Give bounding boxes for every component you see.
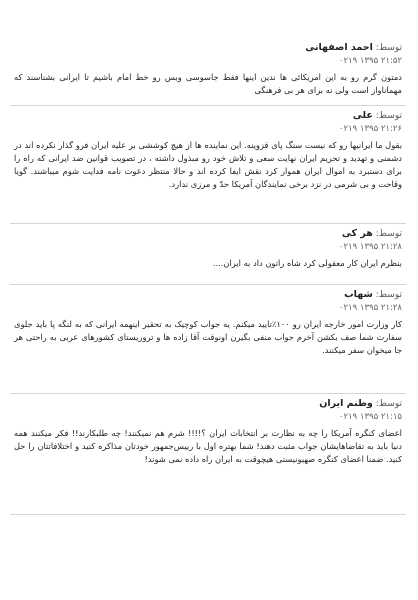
- comment-text: بنظرم ایران کار معقولی کرد شاه راتون داد به ایران....: [212, 258, 402, 268]
- comment-author[interactable]: شهاب: [344, 289, 373, 300]
- comment-meta: [14, 110, 402, 122]
- comment-author[interactable]: علی: [352, 110, 373, 121]
- by-label: توسط:: [375, 43, 402, 53]
- by-label: توسط:: [375, 399, 402, 409]
- comment-item: [10, 394, 406, 515]
- comment-date: ۲۱:۵۲ ۱۳۹۵ ۰۲۱۹: [338, 56, 402, 66]
- comment-text: کار وزارت امور خارجه ایران رو ۱۰۰٪تایید میکنم. یه جواب کوچیک به تحقیر اینهمه ایرانی که به لنگه پا باید جلوی سفارت شما صف بکشن آخرم جواب منفی بگیرن اونوقت آقا زاده ها و تروریستای کشورهای عربی به راحتی هر جا میخوان سفر میکنند.: [14, 319, 402, 355]
- comment-date: ۲۱:۲۸ ۱۳۹۵ ۰۲۱۹: [338, 242, 402, 252]
- comment-date: ۲۱:۲۸ ۱۳۹۵ ۰۲۱۹: [338, 303, 402, 313]
- comment-item: [10, 285, 406, 394]
- comment-meta: [14, 228, 402, 240]
- comment-meta: [14, 398, 402, 410]
- comment-item: [10, 106, 406, 224]
- comment-item: [10, 38, 406, 106]
- comment-meta: [14, 42, 402, 54]
- comment-author[interactable]: وطنم ایران: [319, 398, 373, 409]
- comment-author[interactable]: احمد اصفهانی: [305, 42, 373, 53]
- comment-date: ۲۱:۱۵ ۱۳۹۵ ۰۲۱۹: [338, 412, 402, 422]
- comment-text: دمتون گرم رو به این امریکائی ها ندین اینها فقط جاسوسی وبس رو خط امام باشیم تا ایرانی بشناسند که مهماناواز است ولی نه برای هر بی فرهنگی: [14, 72, 402, 95]
- comment-meta: [14, 289, 402, 301]
- comment-text: اعضای کنگره آمریکا را چه به نظارت بر انتخابات ایران ؟!!!! شرم هم نمیکنند! چه طلبکارند!! فکر میکنند همه دنیا باید به تقاضاهایشان جواب مثبت دهند! شما بهتره اول با رییس‌جمهور خودتان مذاکره کنید و اختلافاتتان را حل کنید. ضمنا اعضای کنگره صهیونیستی هیچوقت به ایران راه داده نمی شوند!: [14, 428, 402, 464]
- by-label: توسط:: [375, 290, 402, 300]
- comments-list: [10, 38, 406, 515]
- comment-author[interactable]: هر کی: [341, 228, 373, 239]
- comment-date: ۲۱:۲۶ ۱۳۹۵ ۰۲۱۹: [338, 124, 402, 134]
- by-label: توسط:: [375, 229, 402, 239]
- comment-text: بقول ما ایرانیها رو که نیست سنگ پای قزوینه. این نماینده ها از هیچ کوششی بر علیه ایران فرو گذار نکرده اند در دشمنی و تهدید و تحریم ایران نهایت سعی و تلاش خود رو مبذول داشته ، در تصویب قوانین ضد ایرانی که راه را برای دستبرد به اموال ایران هموار کرد نقش ایفا کرده اند و حالا منتظر دعوت نامه فدایت شوم میباشند. گویا وقاحت و بی شرمی در نزد برخی نمایندگان آمریکا حدّ و مرزی ندارد.: [14, 140, 402, 189]
- comment-item: [10, 224, 406, 285]
- by-label: توسط:: [375, 111, 402, 121]
